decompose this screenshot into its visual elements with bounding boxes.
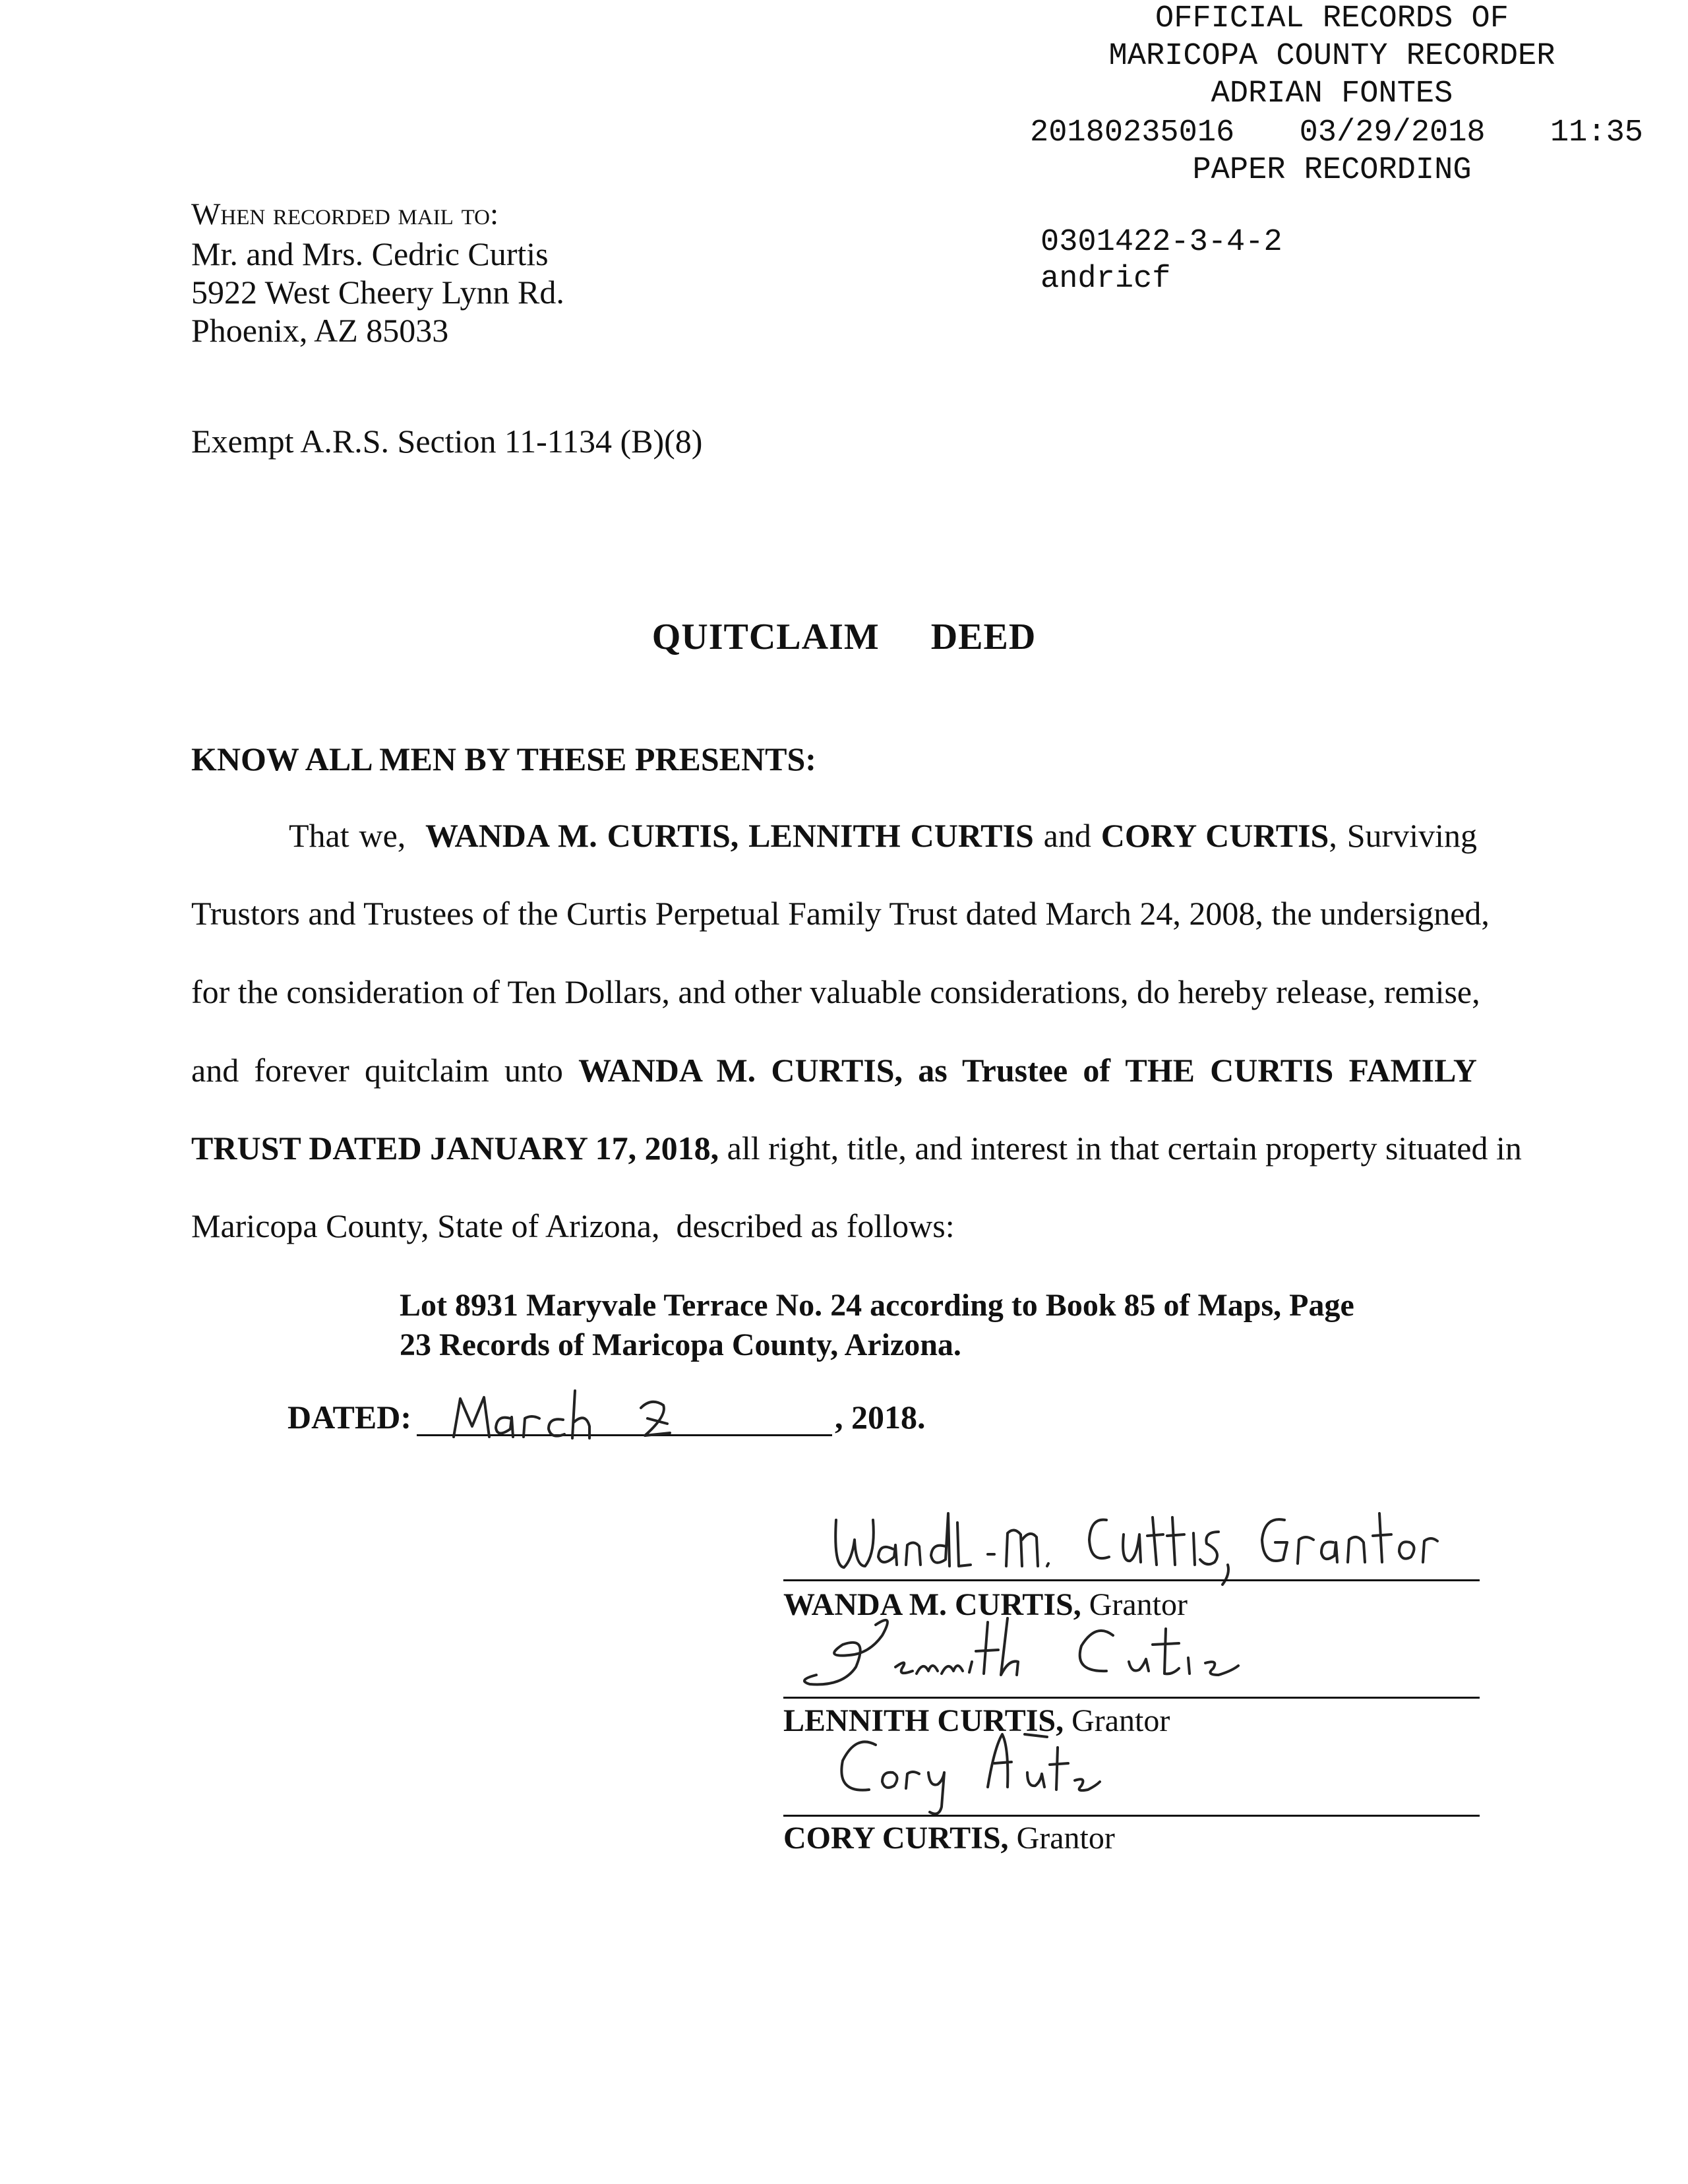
recording-number: 20180235016 [1030,115,1235,150]
body-line-4: and forever quitclaim unto WANDA M. CURTIS, as Trustee of THE CURTIS FAMILY [191,1052,1477,1089]
recording-time: 11:35 [1550,115,1643,150]
signature-line-cory [783,1815,1480,1817]
dated-line [287,1395,925,1436]
signature-wanda [829,1494,1423,1592]
recorder-stamp [1015,0,1648,189]
recording-type: PAPER RECORDING [1192,153,1472,188]
mail-to-block [191,195,564,349]
dated-label: DATED: [287,1399,411,1436]
body-line-2: Trustors and Trustees of the Curtis Perpetual Family Trust dated March 24, 2008, the undersigned, [191,895,1490,932]
recording-date: 03/29/2018 [1299,115,1486,150]
clerk-id: andricf [1040,262,1171,297]
body-line-3: for the consideration of Ten Dollars, and other valuable considerations, do hereby release, remise, [191,973,1480,1010]
signer-wanda: WANDA M. CURTIS, Grantor [783,1587,1188,1622]
body-line-1: That we, WANDA M. CURTIS, LENNITH CURTIS and CORY CURTIS, Surviving [289,817,1477,854]
signature-line-wanda [783,1579,1480,1581]
mail-to-name: Mr. and Mrs. Cedric Curtis [191,235,549,272]
signature-line-lennith [783,1697,1480,1699]
stamp-line-3: ADRIAN FONTES [1211,76,1453,111]
dated-blank [417,1395,832,1436]
docket-info [1040,224,1282,298]
stamp-recording-info [1015,114,1648,152]
mail-to-city: Phoenix, AZ 85033 [191,312,449,349]
handwritten-date [450,1385,713,1451]
signer-cory: CORY CURTIS, Grantor [783,1821,1115,1856]
signer-lennith: LENNITH CURTIS, Grantor [783,1703,1170,1738]
know-all-heading: KNOW ALL MEN BY THESE PRESENTS: [191,741,816,777]
signature-lennith [797,1602,1337,1701]
exemption-note: Exempt A.R.S. Section 11-1134 (B)(8) [191,423,703,460]
signature-cory [829,1721,1225,1820]
legal-line-1: Lot 8931 Maryvale Terrace No. 24 according to Book 85 of Maps, Page [400,1288,1354,1323]
docket-number: 0301422-3-4-2 [1040,225,1282,260]
stamp-line-2: MARICOPA COUNTY RECORDER [1108,39,1555,74]
body-line-5: TRUST DATED JANUARY 17, 2018, all right, title, and interest in that certain property situated in [191,1130,1522,1167]
dated-year: , 2018. [834,1399,926,1436]
legal-line-2: 23 Records of Maricopa County, Arizona. [400,1327,961,1362]
legal-description [400,1286,1354,1365]
document-title: QUITCLAIM DEED [651,617,1037,657]
mail-to-heading: When recorded mail to: [191,197,499,231]
stamp-line-1: OFFICIAL RECORDS OF [1155,1,1509,36]
mail-to-street: 5922 West Cheery Lynn Rd. [191,274,564,311]
body-line-6: Maricopa County, State of Arizona, described as follows: [191,1207,955,1244]
